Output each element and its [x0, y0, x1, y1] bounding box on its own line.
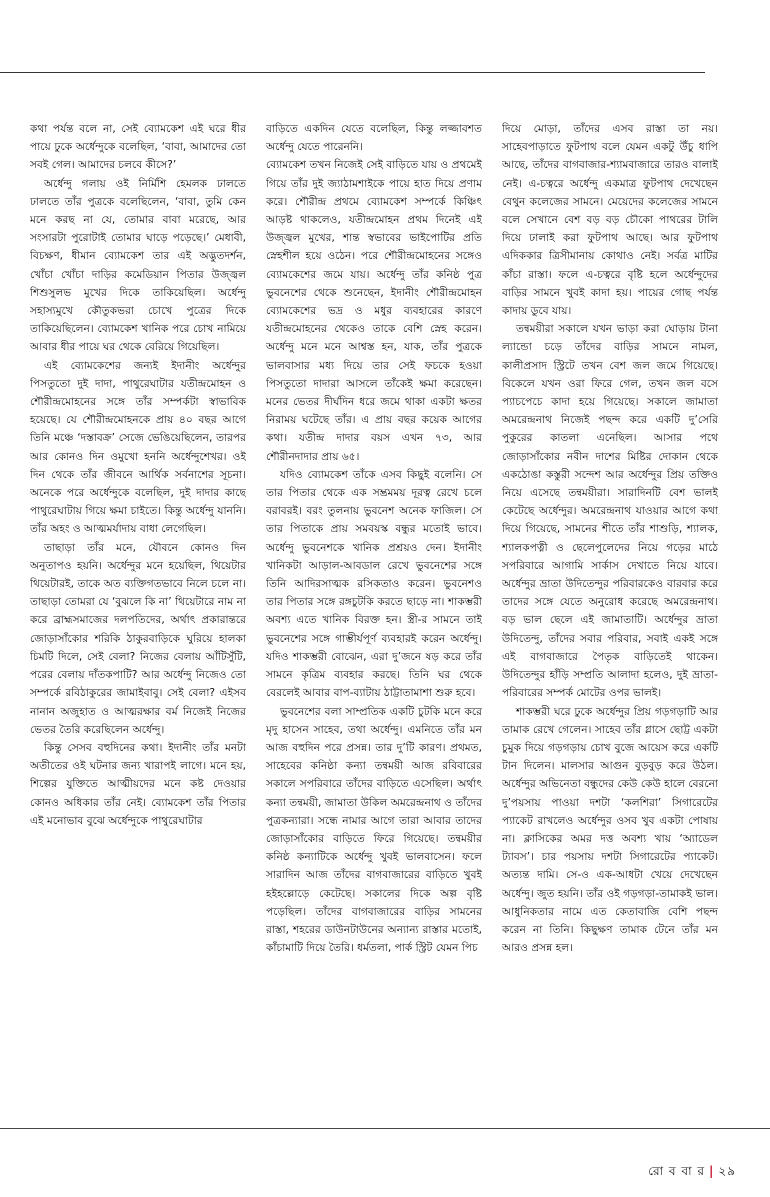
paragraph: ভুবনেশের বলা সাম্প্রতিক একটি চুটকি মনে করে মৃদু হাসেন সাহেব, তথা অর্ধেন্দু। এমনিতে তাঁর মন আজ বহুদিন পরে প্রসন্ন। তার দু’টি কারণ। প্রথমত, সাহেবের কনিষ্ঠা কন্যা তন্বময়ী আজ রবিবারের সকালে সপরিবারে তাঁদের বাড়িতে এসেছিল। অর্থাৎ কন্যা তন্বময়ী, জামাতা উকিল অমরেন্দ্রনাথ ও তাঁদের পুত্রকন্যারা। সন্ধে নামার আগে তারা আবার তাদের জোড়াসাঁকোর বাড়িতে ফিরে গিয়েছে। তন্বময়ীর কনিষ্ঠ কন্যাটিকে অর্ধেন্দু খুবই ভালবাসেন। ফলে সারাদিন আজ তাঁদের বাগবাজারের বাড়িতে খুবই হইহল্লোড়ে কেটেছে। সকালের দিকে অল্প বৃষ্টি পড়েছিল। তাঁদের বাগবাজারের বাড়ির সামনের রাস্তা, শহরের ডাউনটাউনের অন্যান্য রাস্তার মতোই, কাঁচামাটি দিয়ে তৈরি। ধর্মতলা, পার্ক স্ট্রিট যেমন পিচ	[266, 705, 482, 955]
section-name: রো ব বা র	[648, 1164, 706, 1178]
paragraph: যদিও ব্যোমকেশ তাঁকে এসব কিছুই বলেনি। সে তার পিতার থেকে এক সম্ভ্রমময় দূরত্ব রেখে চলে বরাবরই। বরং তুলনায় ভুবনেশ অনেক ফাজিল। সে তার পিতাকে প্রায় সমবয়স্ক বন্ধুর মতোই ভাবে। অর্ধেন্দু ভুবনেশকে খানিক প্রশ্রয়ও দেন। ইদানীং খানিকটা আড়াল-আবডাল রেখে ভুবনেশের সঙ্গে তিনি আদিরসাত্মক রসিকতাও করেন। ভুবনেশও তার পিতার সঙ্গে রঙ্গচুটকি করতে ছাড়ে না। শাকম্ভরী অবশ্য এতে খানিক বিরক্ত হন। স্ত্রী-র সামনে তাই ভুবনেশের সঙ্গে গাম্ভীর্যপূর্ণ ব্যবহারই করেন অর্ধেন্দু। যদিও শাকম্ভরী বোঝেন, এরা দু’জনে ষড় করে তাঁর সামনে কৃত্রিম ব্যবহার করছে। তিনি ঘর থেকে বেরলেই আবার বাপ-ব্যাটায় ঠাট্টাতামাশা শুরু হবে।	[266, 468, 482, 700]
paragraph: বাড়িতে একদিন যেতে বলেছিল, কিন্তু লজ্জাবশত অর্ধেন্দু যেতে পারেননি।	[266, 123, 482, 154]
column-3	[502, 120, 718, 1120]
paragraph: এই ব্যোমকেশের জন্যই ইদানীং অর্ধেন্দুর পিসতুতো দুই দাদা, পাথুরেঘাটার যতীন্দ্রমোহন ও শৌরীন্দ্রমোহনের সঙ্গে তাঁর সম্পর্কটা স্বাভাবিক হয়েছে। যে শৌরীন্দ্রমোহনকে প্রায় ৪০ বছর আগে তিনি মঞ্চে ‘দস্তাবক্র’ সেজে ভেঙিয়েছিলেন, তারপর আর কোনও দিন ওমুখো হননি অর্ধেন্দুশেখর। ওই দিন থেকে তাঁর জীবনে আর্থিক সর্বনাশের সূচনা। অনেকে পরে অর্ধেন্দুকে বলেছিল, দুই দাদার কাছে পাথুরেঘাটায় গিয়ে ক্ষমা চাইতে। কিন্তু অর্ধেন্দু যাননি। তাঁর অহং ও আত্মমর্যাদায় বাধা লেগেছিল।	[30, 359, 246, 536]
page-footer	[648, 1163, 736, 1183]
paragraph: শাকম্ভরী ঘরে ঢুকে অর্ধেন্দুর প্রিয় গড়গড়াটি আর তামাক রেখে গেলেন। সাহেব তাঁর গ্লাসে ছোট্ট একটা চুমুক দিয়ে গড়গড়ায় চোখ বুজে আয়েস করে একটি টান দিলেন। মালসার আগুন বুড়বুড় করে উঠল। অর্ধেন্দুর অভিনেতা বন্ধুদের কেউ কেউ হালে বেরনো দু’পয়সায় পাওয়া দশটা ‘কলশিরা’ সিগারেটের প্যাকেট রাখলেও অর্ধেন্দুর ওসব খুব একটা পোষায় না। ক্লাসিকের অমর দত্ত অবশ্য খায় ‘অ্যাডেল ট্যাবস’। চার পয়সায় দশটা সিগারেটের প্যাকেট। অত্যন্ত দামি। সে-ও এক-আধটা খেয়ে দেখেছেন অর্ধেন্দু। জুত হয়নি। তাঁর ওই গড়গড়া-তামাকই ভাল। আধুনিকতার নামে এত কেতাবাজি বেশি পছন্দ করেন না তিনি। কিছুক্ষণ তামাক টেনে তাঁর মন আরও প্রসন্ন হল।	[502, 705, 718, 955]
article-body	[30, 120, 718, 1120]
paragraph: কথা পর্যন্ত বলে না, সেই ব্যোমকেশ এই ঘরে ধীর পায়ে ঢুকে অর্ধেন্দুকে বলেছিল, ‘বাবা, আমাদের তো সবই গেল। আমাদের চলবে কীসে?’	[30, 123, 246, 172]
paragraph: তন্বময়ীরা সকালে যখন ভাড়া করা ঘোড়ায় টানা ল্যান্ডো চড়ে তাঁদের বাড়ির সামনে নামল, কালীপ্রসাদ স্ট্রিটে তখন বেশ জল জমে গিয়েছে। বিকেলে যখন ওরা ফিরে গেল, তখন জল বসে প্যাচপেচে কাদা হয়ে গিয়েছে। সকালে জামাতা অমরেন্দ্রনাথ নিজেই পছন্দ করে একটি দু’সেরি পুকুরের কাতলা এনেছিল। আসার পথে জোড়াসাঁকোর নবীন দাশের মিষ্টির দোকান থেকে একঠোঙা কস্তুরী সন্দেশ আর অর্ধেন্দুর প্রিয় তক্তিও নিয়ে এসেছে তন্বময়ীরা। সারাদিনটি বেশ ভালই কেটেছে অর্ধেন্দুর। অমরেন্দ্রনাথ যাওয়ার আগে কথা দিয়ে গিয়েছে, সামনের শীতে তাঁর শাশুড়ি, শ্যালক, শ্যালকপত্নী ও ছেলেপুলেদের নিয়ে গড়ের মাঠে সপরিবারে আগামি সার্কাস দেখাতে নিয়ে যাবে। অর্ধেন্দুর ভ্রাতা উদিতেন্দুর পরিবারকেও বারবার করে তাদের সঙ্গে যেতে অনুরোধ করেছে অমরেন্দ্রনাথ। বড় ভাল ছেলে এই জামাতাটি। অর্ধেন্দুর ভ্রাতা উদিতেন্দু, তাঁদের সবার পরিবার, সবাই একই সঙ্গে এই বাগবাজারে পৈতৃক বাড়িতেই থাকেন। উদিতেন্দুর হাঁড়ি সম্প্রতি আলাদা হলেও, দুই ভ্রাতা-পরিবারের সম্পর্ক মোটের ওপর ভালই।	[502, 323, 718, 700]
bottom-rule	[0, 1128, 770, 1129]
paragraph: অর্ধেন্দু গলায় ওই নির্মিশি হেমলক ঢালতে ঢালতে তাঁর পুত্রকে বলেছিলেন, ‘বাবা, তুমি কেন মনে করছ না যে, তোমার বাবা মরেছে, আর সংসারটা পুরোটাই তোমার ঘাড়ে পড়েছে।’ মেধাবী, বিচক্ষণ, ধীমান ব্যোমকেশ তার এই অদ্ভুতদর্শন, খোঁচা খোঁচা দাড়ির কমেডিয়ান পিতার উজ্জ্বল শিশুসুলভ মুখের দিকে তাকিয়েছিল। অর্ধেন্দু সহাস্যমুখে কৌতুকভরা চোখে পুত্রের দিকে তাকিয়েছিলেন। ব্যোমকেশ খানিক পরে চোখ নামিয়ে আবার ধীর পায়ে ঘর থেকে বেরিয়ে গিয়েছিল।	[30, 177, 246, 354]
paragraph: দিয়ে মোড়া, তাঁদের এসব রাস্তা তা নয়। সাহেবপাড়াতে ফুটপাথ বলে যেমন একটু উঁচু ধাপি আছে, তাঁদের বাগবাজার-শ্যামবাজারে তারও বালাই নেই। এ-চত্বরে অর্ধেন্দু একমাত্র ফুটপাথ দেখেছেন বেথুন কলেজের সামনে। মেয়েদের কলেজের সামনে বলে সেখানে বেশ বড় বড় চৌকো পাথরের টালি দিয়ে ঢালাই করা ফুটপাথ আছে। আর ফুটপাথ এদিককার ত্রিসীমানায় কোথাও নেই। সর্বত্র মাটির কাঁচা রাস্তা। ফলে এ-চত্বরে বৃষ্টি হলে অর্ধেন্দুদের বাড়ির সামনে খুবই কাদা হয়। পায়ের গোছ পর্যন্ত কাদায় ডুবে যায়।	[502, 123, 718, 318]
footer-separator: |	[709, 1164, 715, 1178]
paragraph: কিন্তু সেসব বহুদিনের কথা। ইদানীং তাঁর মনটা অতীতের ওই ঘটনার জন্য খারাপই লাগে। মনে হয়, শিল্পের যুক্তিতে আত্মীয়দের মনে কষ্ট দেওয়ার কোনও অধিকার তাঁর নেই। ব্যোমকেশ তাঁর পিতার এই মনোভাব বুঝে অর্ধেন্দুকে পাথুরেঘাটার	[30, 741, 246, 827]
column-2	[266, 120, 482, 1120]
paragraph: তাছাড়া তাঁর মনে, যৌবনে কোনও দিন অনুতাপও হয়নি। অর্ধেন্দুর মনে হয়েছিল, থিয়েটার থিয়েটারই, তাকে অত ব্যক্তিগতভাবে নিলে চলে না। তাছাড়া তোমরা যে ‘বুঝলে কি না’ থিয়েটারে নাম না করে ব্রাহ্মসমাজের দলপতিদের, অর্থাৎ প্রকারান্তরে জোড়াসাঁকোর শরিকি ঠাকুরবাড়িকে ঘুরিয়ে হালকা চিমটি দিলে, সেই বেলা? নিজের বেলায় আঁটিসুঁটি, পরের বেলায় দাঁতকপাটি? আর অর্ধেন্দু নিজেও তো সম্পর্কে রবিঠাকুরের জামাইবাবু। সেই বেলা? এইসব নানান অজুহাত ও আত্মরক্ষার বর্ম নিজেই নিজের ভেতর তৈরি করেছিলেন অর্ধেন্দু।	[30, 541, 246, 736]
paragraph: ব্যোমকেশ তখন নিজেই সেই বাড়িতে যায় ও প্রথমেই গিয়ে তাঁর দুই জ্যাঠামশাইকে পায়ে হাত দিয়ে প্রণাম করে। শৌরীন্দ্র প্রথমে ব্যোমকেশ সম্পর্কে কিঞ্চিৎ আড়ষ্ট থাকলেও, যতীন্দ্রমোহন প্রথম দিনেই এই উজ্জ্বল মুখের, শান্ত স্বভাবের ভাইপোটির প্রতি স্নেহশীল হয়ে ওঠেন। পরে শৌরীন্দ্রমোহনের সঙ্গেও ব্যোমকেশের জমে যায়। অর্ধেন্দু তাঁর কনিষ্ঠ পুত্র ভুবনেশের থেকে শুনেছেন, ইদানীং শৌরীন্দ্রমোহন ব্যোমকেশের ভদ্র ও মধুর ব্যবহারের কারণে যতীন্দ্রমোহনের থেকেও তাকে বেশি স্নেহ করেন। অর্ধেন্দু মনে মনে আশ্বস্ত হন, যাক, তাঁর পুত্রকে ভালবাসার মধ্য দিয়ে তার সেই ফচকে হওয়া পিসতুতো দাদারা আসলে তাঁকেই ক্ষমা করেছেন। মনের ভেতর দীর্ঘদিন ধরে জমে থাকা একটা ক্ষতর নিরাময় ঘটেছে তাঁর। এ প্রায় বছর কয়েক আগের কথা। যতীন্দ্র দাদার বয়স এখন ৭৩, আর শৌরীনদাদার প্রায় ৬৫।	[266, 159, 482, 463]
top-rule	[0, 72, 705, 73]
column-1	[30, 120, 246, 1120]
page-number: ২৯	[718, 1164, 736, 1178]
